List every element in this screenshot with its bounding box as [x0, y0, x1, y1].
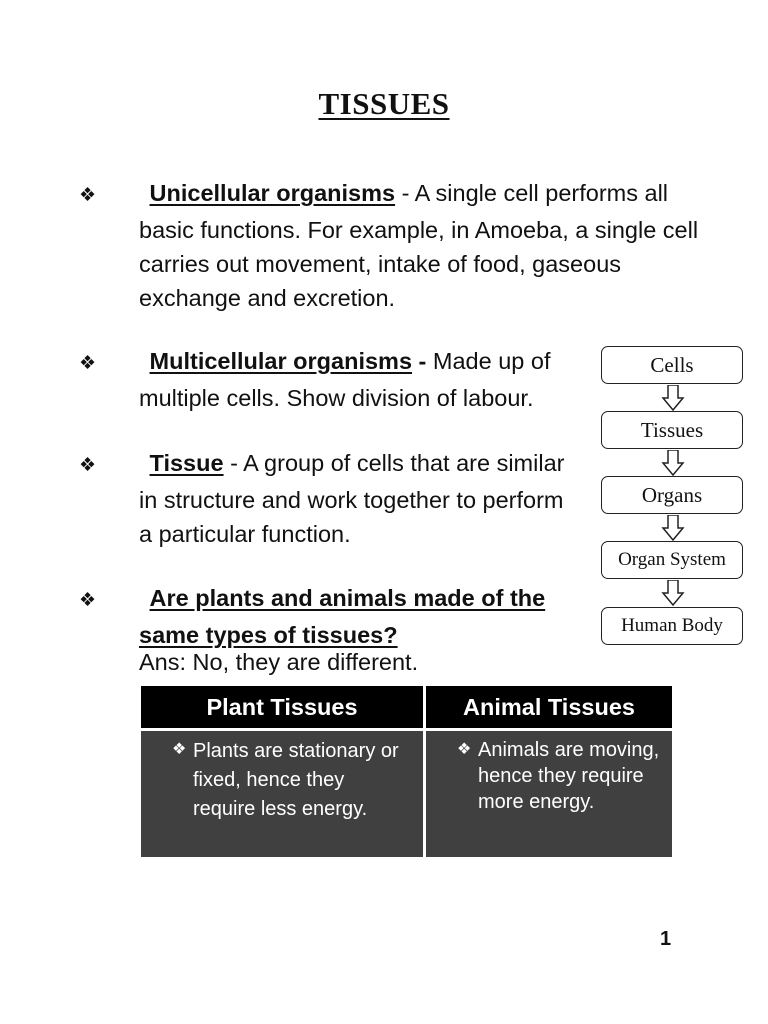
flow-box-tissues: Tissues: [601, 411, 743, 449]
down-arrow-icon: [661, 385, 685, 411]
flow-box-organs: Organs: [601, 476, 743, 514]
text-multicellular: Made up of multiple cells. Show division of labour.: [139, 348, 551, 411]
dash: -: [412, 348, 433, 374]
table-header-animal: Animal Tissues: [426, 686, 672, 728]
down-arrow-icon: [661, 515, 685, 541]
flow-box-organ-system: Organ System: [601, 541, 743, 579]
point-tissue: [79, 446, 579, 551]
table-cell-plant: [141, 731, 423, 857]
bullet-icon: ❖: [79, 185, 97, 206]
point-unicellular: [79, 176, 699, 315]
animal-tissue-text: Animals are moving, hence they require more energy.: [478, 739, 660, 813]
down-arrow-icon: [661, 450, 685, 476]
flow-box-cells: Cells: [601, 346, 743, 384]
bullet-icon: ❖: [457, 741, 472, 758]
page-title: TISSUES: [318, 86, 450, 121]
table-header-plant: Plant Tissues: [141, 686, 423, 728]
plant-tissue-text: Plants are stationary or fixed, hence they require less energy.: [193, 740, 399, 820]
point-multicellular: [79, 344, 589, 415]
bullet-icon: ❖: [79, 353, 97, 374]
question-text: Are plants and animals made of the same types of tissues?: [139, 585, 546, 648]
text-unicellular: - A single cell performs all basic functions. For example, in Amoeba, a single cell carries out movement, intake of food, gaseous exchange and excretion.: [139, 180, 699, 311]
term-unicellular: Unicellular organisms: [149, 180, 396, 206]
page-number: 1: [660, 928, 672, 950]
answer-text: Ans: No, they are different.: [139, 649, 419, 675]
down-arrow-icon: [661, 580, 685, 606]
table-cell-animal: [426, 731, 672, 857]
bullet-icon: ❖: [172, 741, 187, 758]
text-tissue: - A group of cells that are similar in structure and work together to perform a particular function.: [139, 450, 565, 547]
term-tissue: Tissue: [149, 450, 224, 476]
point-question: [79, 581, 589, 652]
flow-box-human-body: Human Body: [601, 607, 743, 645]
bullet-icon: ❖: [79, 590, 97, 611]
term-multicellular: Multicellular organisms: [149, 348, 413, 374]
bullet-icon: ❖: [79, 455, 97, 476]
